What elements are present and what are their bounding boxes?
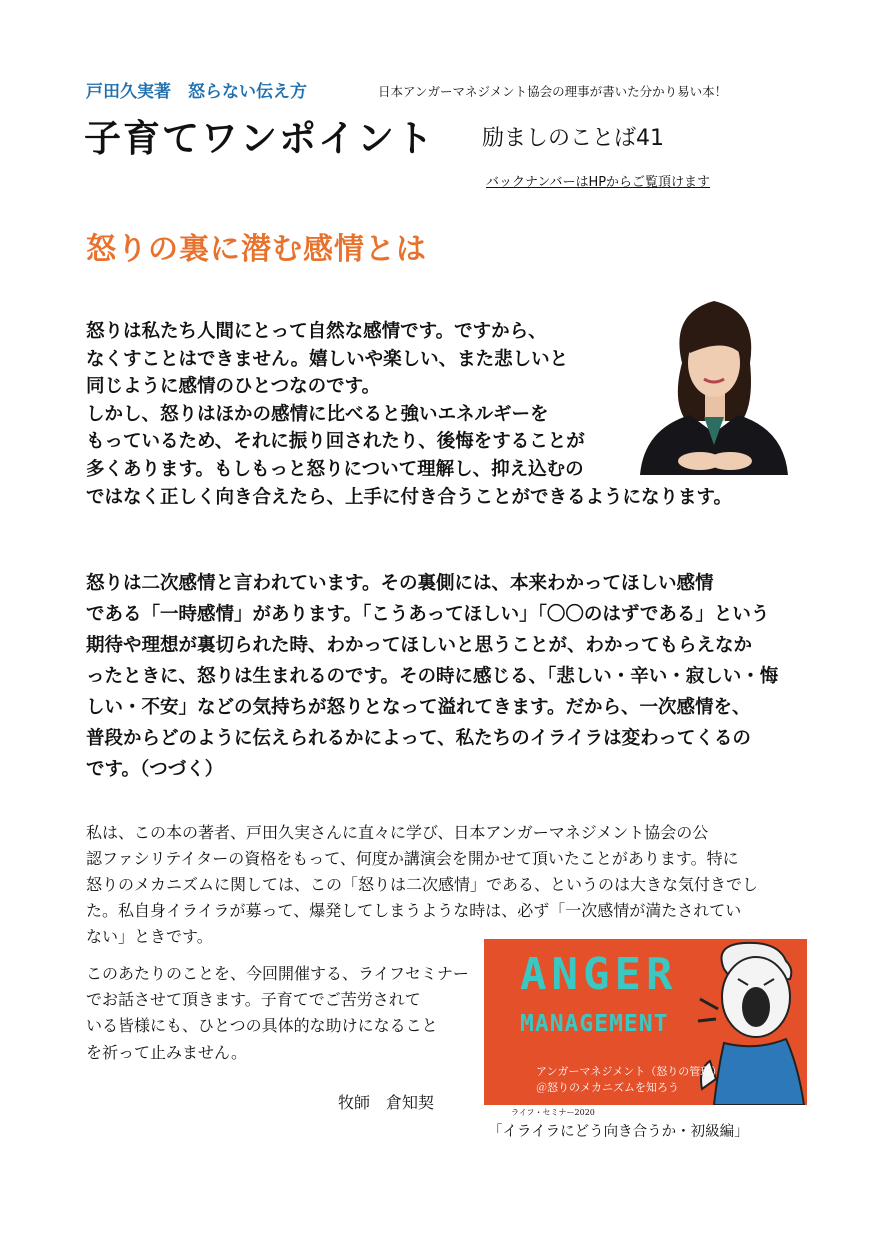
page-title: 子育てワンポイント <box>84 117 435 160</box>
paragraph-pastor-note <box>86 820 758 950</box>
book-tagline: 日本アンガーマネジメント協会の理事が書いた分かり易い本！ <box>378 84 728 99</box>
paragraph-line: 同じように感情のひとつなのです。 <box>86 376 381 398</box>
paragraph-line: ったときに、怒りは生まれるのです。その時に感じる、「悲しい・辛い・寂しい・悔 <box>86 666 779 687</box>
seminar-label: ライフ・セミナー2020 <box>511 1108 595 1117</box>
paragraph-line: 怒りは私たち人間にとって自然な感情です。ですから、 <box>86 321 547 342</box>
paragraph-line: しい・不安」などの気持ちが怒りとなって溢れてきます。だから、一次感情を、 <box>86 697 751 718</box>
paragraph-line: このあたりのことを、今回開催する、ライフセミナー <box>86 964 469 983</box>
paragraph-line: 私は、この本の著者、戸田久実さんに直々に学び、日本アンガーマネジメント協会の公 <box>86 823 709 842</box>
paragraph-line: 期待や理想が裏切られた時、わかってほしいと思うことが、わかってもらえなか <box>86 635 753 656</box>
paragraph-line: ない」ときです。 <box>86 927 213 946</box>
paragraph-line: でお話させて頂きます。子育てでご苦労されて <box>86 990 421 1010</box>
paragraph-line: である「一時感情」があります。「こうあってほしい」「〇〇のはずである」という <box>86 604 770 625</box>
paragraph-line: なくすことはできません。嬉しいや楽しい、また悲しいと <box>86 348 569 370</box>
seminar-caption: 「イライラにどう向き合うか・初級編」 <box>488 1124 749 1140</box>
screaming-figure-illustration <box>694 939 807 1105</box>
poster-title-anger: ANGER <box>520 949 678 1000</box>
book-title: 戸田久実著 怒らない伝え方 <box>86 82 307 102</box>
paragraph-line: です。（つづく） <box>86 759 224 780</box>
paragraph-seminar-note <box>86 961 469 1066</box>
paragraph-line: ではなく正しく向き合えたら、上手に付き合うことができるようになります。 <box>86 486 733 508</box>
paragraph-line: 多くあります。もしもっと怒りについて理解し、抑え込むの <box>86 458 584 480</box>
paragraph-secondary-emotion <box>86 568 778 785</box>
paragraph-line: 認ファシリテイターの資格をもって、何度か講演会を開かせて頂いたことがあります。特に <box>86 849 739 868</box>
paragraph-line: を祈って止みません。 <box>86 1042 247 1062</box>
poster-subtitle: アンガーマネジメント（怒りの管理） <box>536 1065 723 1078</box>
poster-subtitle-2: ＠怒りのメカニズムを知ろう <box>536 1081 679 1094</box>
poster-title-management: MANAGEMENT <box>520 1011 669 1037</box>
paragraph-line: た。私自身イライラが募って、爆発してしまうような時は、必ず「一次感情が満たされてい <box>86 901 742 920</box>
seminar-poster <box>484 939 807 1105</box>
author-portrait <box>630 293 798 475</box>
paragraph-line: 怒りは二次感情と言われています。その裏側には、本来わかってほしい感情 <box>86 573 714 594</box>
page-subtitle: 励ましのことば41 <box>482 126 664 151</box>
paragraph-line: いる皆様にも、ひとつの具体的な助けになること <box>86 1016 438 1036</box>
signature: 牧師 倉知契 <box>338 1093 435 1112</box>
paragraph-line: 怒りのメカニズムに関しては、この「怒りは二次感情」である、というのは大きな気付きでし <box>86 875 759 894</box>
paragraph-line: しかし、怒りはほかの感情に比べると強いエネルギーを <box>86 403 549 425</box>
paragraph-line: 普段からどのように伝えられるかによって、私たちのイライラは変わってくるの <box>86 728 751 749</box>
article-headline: 怒りの裏に潜む感情とは <box>86 232 427 267</box>
back-numbers-link[interactable]: バックナンバーはHPからご覧頂けます <box>486 175 711 190</box>
paragraph-line: もっているため、それに振り回されたり、後悔をすることが <box>86 431 585 453</box>
